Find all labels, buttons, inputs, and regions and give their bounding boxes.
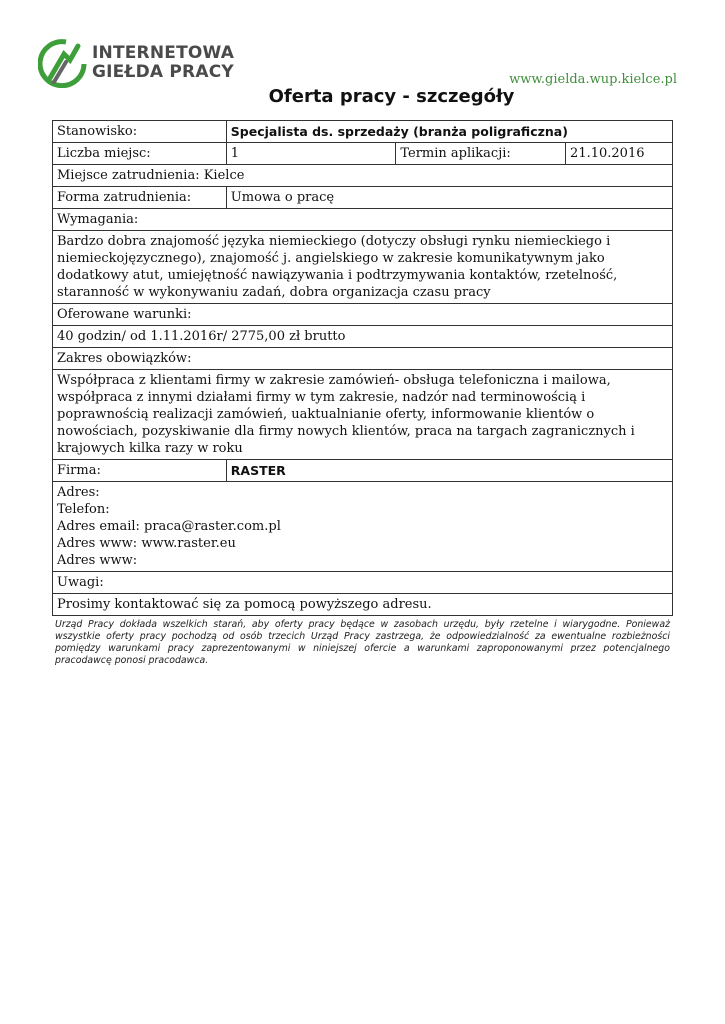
places-label: Liczba miejsc: [53, 143, 227, 165]
places-row [53, 143, 673, 165]
places-value: 1 [226, 143, 396, 165]
position-label: Stanowisko: [53, 121, 227, 143]
contact-phone: Telefon: [57, 502, 110, 517]
company-label: Firma: [53, 460, 227, 482]
contact-email: Adres email: praca@raster.com.pl [57, 519, 281, 534]
requirements-value: Bardzo dobra znajomość języka niemieckiego (dotyczy obsługi rynku niemieckiego i niemieckojęzycznego), znajomość j. angielskiego w zakresie komunikatywnym jako dodatkowy atut, umiejętność nawiązywania i podtrzymywania kontaktów, rzetelność, staranność w wykonywaniu zadań, dobra organizacja czasu pracy [53, 231, 673, 304]
logo-line2: GIEŁDA PRACY [92, 62, 234, 82]
duties-label: Zakres obowiązków: [53, 348, 673, 370]
notes-label-row [53, 572, 673, 594]
position-value: Specjalista ds. sprzedaży (branża poligraficzna) [226, 121, 672, 143]
employment-form-value: Umowa o pracę [226, 187, 672, 209]
notes-value-row [53, 594, 673, 616]
page-title: Oferta pracy - szczegóły [268, 86, 515, 107]
location-value: Miejsce zatrudnienia: Kielce [53, 165, 673, 187]
duties-label-row [53, 348, 673, 370]
logo-line1: INTERNETOWA [92, 43, 235, 63]
contact-www-1: Adres www: www.raster.eu [57, 536, 236, 551]
requirements-label: Wymagania: [53, 209, 673, 231]
location-row [53, 165, 673, 187]
duties-value: Współpraca z klientami firmy w zakresie zamówień- obsługa telefoniczna i mailowa, współpraca z innymi działami firmy w tym zakresie, nadzór nad terminowością i poprawnością realizacji zamówień, uaktualnianie oferty, informowanie klientów o nowościach, pozyskiwanie dla firmy nowych klientów, praca na targach zagranicznych i krajowych kilka razy w roku [53, 370, 673, 460]
deadline-value: 21.10.2016 [566, 143, 673, 165]
contact-row [53, 482, 673, 572]
company-value: RASTER [226, 460, 672, 482]
conditions-value-row [53, 326, 673, 348]
company-row [53, 460, 673, 482]
employment-form-row [53, 187, 673, 209]
logo-mark-icon [38, 38, 88, 88]
conditions-value: 40 godzin/ od 1.11.2016r/ 2775,00 zł brutto [53, 326, 673, 348]
position-row [53, 121, 673, 143]
contact-address: Adres: [57, 485, 100, 500]
notes-value: Prosimy kontaktować się za pomocą powyższego adresu. [53, 594, 673, 616]
disclaimer: Urząd Pracy dokłada wszelkich starań, aby oferty pracy będące w zasobach urzędu, były rzetelne i wiarygodne. Ponieważ wszystkie oferty pracy pochodzą od osób trzecich Urząd Pracy zastrzega, że odpowiedzialność za ewentualne rozbieżności pomiędzy warunkami pracy zaprezentowanymi w niniejszej ofercie a warunkami zaproponowanymi przez potencjalnego pracodawcę ponosi pracodawca. [55, 619, 670, 666]
offer-table [52, 120, 673, 616]
deadline-label: Termin aplikacji: [396, 143, 566, 165]
notes-label: Uwagi: [53, 572, 673, 594]
conditions-label-row [53, 304, 673, 326]
logo-text [92, 44, 234, 82]
site-url-link[interactable]: www.gielda.wup.kielce.pl [509, 72, 677, 87]
conditions-label: Oferowane warunki: [53, 304, 673, 326]
employment-form-label: Forma zatrudnienia: [53, 187, 227, 209]
contact-www-2: Adres www: [57, 553, 138, 568]
logo [38, 38, 238, 90]
contact-block [53, 482, 673, 572]
duties-value-row [53, 370, 673, 460]
requirements-value-row [53, 231, 673, 304]
requirements-label-row [53, 209, 673, 231]
